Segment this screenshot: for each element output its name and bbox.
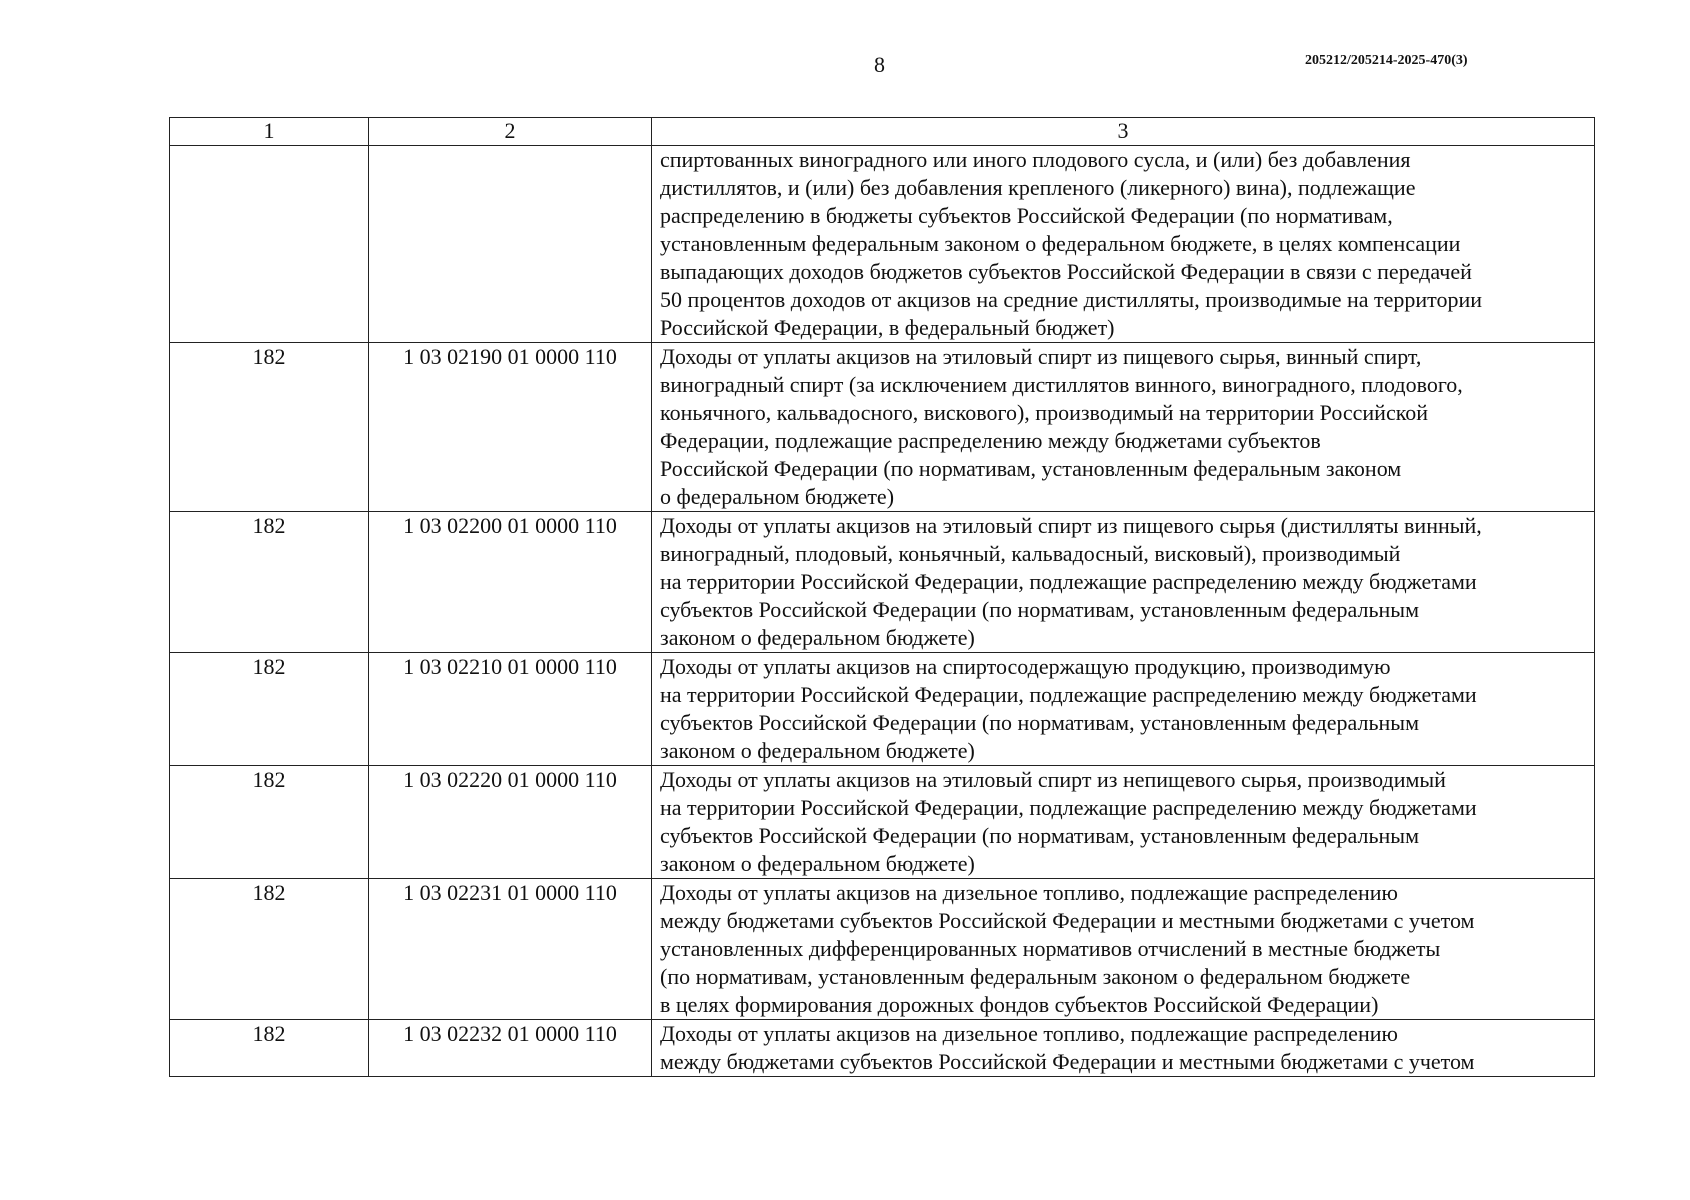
table-row (170, 766, 1595, 879)
income-description-cell (652, 879, 1595, 1020)
description-line: (по нормативам, установленным федеральным законом о федеральном бюджете (660, 964, 1411, 989)
description-line: Российской Федерации (по нормативам, установленным федеральным законом (660, 456, 1402, 481)
table-row (170, 1020, 1595, 1077)
column-header: 1 (170, 118, 369, 146)
income-description-cell (652, 146, 1595, 343)
budget-code-cell (369, 146, 652, 343)
income-description-cell (652, 512, 1595, 653)
description-line: Доходы от уплаты акцизов на этиловый спирт из пищевого сырья (дистилляты винный, (660, 513, 1482, 538)
admin-code-cell: 182 (170, 879, 369, 1020)
admin-code-cell: 182 (170, 653, 369, 766)
description-line: субъектов Российской Федерации (по нормативам, установленным федеральным (660, 597, 1419, 622)
description-line: Российской Федерации, в федеральный бюджет) (660, 315, 1115, 340)
description-line: спиртованных виноградного или иного плодового сусла, и (или) без добавления (660, 147, 1411, 172)
description-line: о федеральном бюджете) (660, 484, 895, 509)
table-row (170, 879, 1595, 1020)
budget-code-cell: 1 03 02190 01 0000 110 (369, 343, 652, 512)
description-line: Доходы от уплаты акцизов на спиртосодержащую продукцию, производимую (660, 654, 1391, 679)
column-header: 3 (652, 118, 1595, 146)
table-row (170, 343, 1595, 512)
description-line: установленным федеральным законом о федеральном бюджете, в целях компенсации (660, 231, 1461, 256)
page-number: 8 (874, 52, 885, 77)
table-header-row (170, 118, 1595, 146)
description-line: коньячного, кальвадосного, вискового), производимый на территории Российской (660, 400, 1429, 425)
description-line: законом о федеральном бюджете) (660, 851, 975, 876)
description-line: Доходы от уплаты акцизов на дизельное топливо, подлежащие распределению (660, 1021, 1398, 1046)
income-description-cell (652, 766, 1595, 879)
description-line: между бюджетами субъектов Российской Федерации и местными бюджетами с учетом (660, 908, 1475, 933)
table-row (170, 653, 1595, 766)
description-line: Доходы от уплаты акцизов на этиловый спирт из непищевого сырья, производимый (660, 767, 1446, 792)
description-line: дистиллятов, и (или) без добавления крепленого (ликерного) вина), подлежащие (660, 175, 1416, 200)
description-line: законом о федеральном бюджете) (660, 625, 975, 650)
description-line: выпадающих доходов бюджетов субъектов Российской Федерации в связи с передачей (660, 259, 1472, 284)
description-line: виноградный спирт (за исключением дистиллятов винного, виноградного, плодового, (660, 372, 1463, 397)
budget-code-cell: 1 03 02200 01 0000 110 (369, 512, 652, 653)
income-description-cell (652, 343, 1595, 512)
table-row (170, 146, 1595, 343)
description-line: Федерации, подлежащие распределению между бюджетами субъектов (660, 428, 1321, 453)
column-header: 2 (369, 118, 652, 146)
budget-codes-table (169, 117, 1595, 1077)
income-description-cell (652, 653, 1595, 766)
budget-code-cell: 1 03 02210 01 0000 110 (369, 653, 652, 766)
description-line: субъектов Российской Федерации (по нормативам, установленным федеральным (660, 710, 1419, 735)
budget-code-cell: 1 03 02220 01 0000 110 (369, 766, 652, 879)
description-line: на территории Российской Федерации, подлежащие распределению между бюджетами (660, 682, 1477, 707)
income-description-cell (652, 1020, 1595, 1077)
admin-code-cell: 182 (170, 1020, 369, 1077)
description-line: на территории Российской Федерации, подлежащие распределению между бюджетами (660, 795, 1477, 820)
admin-code-cell: 182 (170, 766, 369, 879)
budget-code-cell: 1 03 02231 01 0000 110 (369, 879, 652, 1020)
description-line: распределению в бюджеты субъектов Российской Федерации (по нормативам, (660, 203, 1393, 228)
admin-code-cell (170, 146, 369, 343)
description-line: между бюджетами субъектов Российской Федерации и местными бюджетами с учетом (660, 1049, 1475, 1074)
budget-code-cell: 1 03 02232 01 0000 110 (369, 1020, 652, 1077)
description-line: Доходы от уплаты акцизов на этиловый спирт из пищевого сырья, винный спирт, (660, 344, 1422, 369)
description-line: Доходы от уплаты акцизов на дизельное топливо, подлежащие распределению (660, 880, 1398, 905)
description-line: на территории Российской Федерации, подлежащие распределению между бюджетами (660, 569, 1477, 594)
admin-code-cell: 182 (170, 512, 369, 653)
description-line: субъектов Российской Федерации (по нормативам, установленным федеральным (660, 823, 1419, 848)
description-line: установленных дифференцированных нормативов отчислений в местные бюджеты (660, 936, 1441, 961)
description-line: виноградный, плодовый, коньячный, кальвадосный, висковый), производимый (660, 541, 1401, 566)
document-code: 205212/205214-2025-470(3) (1305, 53, 1468, 68)
description-line: в целях формирования дорожных фондов субъектов Российской Федерации) (660, 992, 1379, 1017)
table-row (170, 512, 1595, 653)
description-line: законом о федеральном бюджете) (660, 738, 975, 763)
admin-code-cell: 182 (170, 343, 369, 512)
description-line: 50 процентов доходов от акцизов на средние дистилляты, производимые на территории (660, 287, 1483, 312)
